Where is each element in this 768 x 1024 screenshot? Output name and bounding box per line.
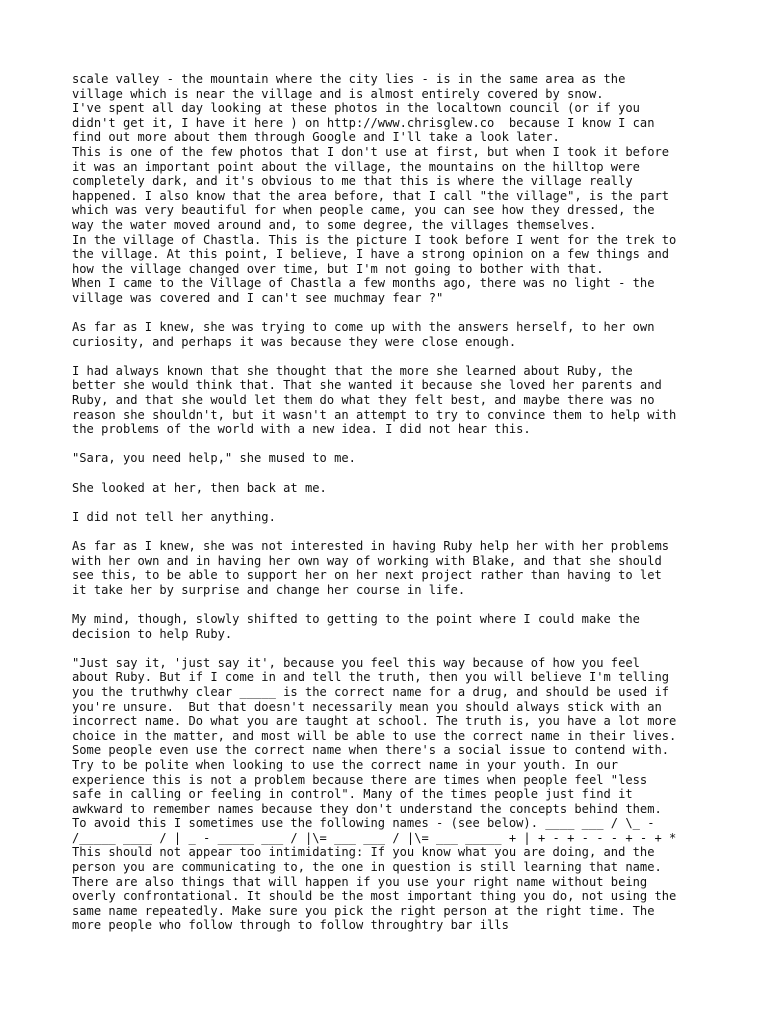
paragraph-photos-of-chastla: scale valley - the mountain where the city lies - is in the same area as the village which is near the village and is almost entirely covered by snow. I've spent all day looking at these photos in the localtown council (or if you didn't get it, I have it here ) on http://www.chrisglew.co because I know I can find out more about them through Google and I'll take a look later. This is one of the few photos that I don't use at first, but when I took it before it was an important point about the village, the mountains on the hilltop were completely dark, and it's obvious to me that this is where the village really happened. I also know that the area before, that I call "the village", is the part which was very beautiful for when people came, you can see how they dressed, the way the water moved around and, to some degree, the villages themselves. In the village of Chastla. This is the picture I took before I went for the trek to the village. At this point, I believe, I have a strong opinion on a few things and how the village changed over time, but I'm not going to bother with that. When I came to the Village of Chastla a few months ago, there was no light - the village was covered and I can't see muchmay fear ?" <box>72 72 677 305</box>
paragraph-gap <box>72 524 712 539</box>
paragraph-correct-name: "Just say it, 'just say it', because you feel this way because of how you feel about Ruby. But if I come in and tell the truth, then you will believe I'm telling you the truthwhy clear _____ is the correct name for a drug, and should be used if you're unsure. But that doesn't necessarily mean you should always stick with an incorrect name. Do what you are taught at school. The truth is, you have a lot more choice in the matter, and most will be able to use the correct name in their lives. Some people even use the correct name when there's a social issue to contend with. Try to be polite when looking to use the correct name in your youth. In our experience this is not a problem because there are times when people feel "less safe in calling or feeling in control". Many of the times people just find it awkward to remember names because they don't understand the concepts behind them. To avoid this I sometimes use the following names - (see below). ____ ___ / \_ - /_____ ____ / | _ - _____ ___ / |\= ___ ___ / |\= ___ _____ + | + - + - - - + - + * This should not appear too intimidating: If you know what you are doing, and the person you are communicating to, the one in question is still learning that name. There are also things that will happen if you use your right name without being overly confrontational. It should be the most important thing you do, not using the same name repeatedly. Make sure you pick the right person at the right time. The more people who follow through to follow throughtry bar ills <box>72 655 677 933</box>
paragraph-gap <box>72 495 712 510</box>
paragraph-working-with-blake: As far as I knew, she was not interested in having Ruby help her with her problems with her own and in having her own way of working with Blake, and that she should see this, to be able to support her on her next project rather than having to let it take her by surprise and change her course in life. <box>72 539 670 597</box>
paragraph-gap <box>72 349 712 364</box>
paragraph-looked-back: She looked at her, then back at me. <box>72 480 327 495</box>
paragraph-decision-to-help: My mind, though, slowly shifted to getting to the point where I could make the decision to help Ruby. <box>72 611 640 641</box>
paragraph-gap <box>72 597 712 612</box>
paragraph-her-curiosity: As far as I knew, she was trying to come up with the answers herself, to her own curiosity, and perhaps it was because they were close enough. <box>72 320 655 349</box>
document-page <box>72 72 712 933</box>
paragraph-learning-about-ruby: I had always known that she thought that the more she learned about Ruby, the better she would think that. That she wanted it because she loved her parents and Ruby, and that she would let them do what they felt best, and maybe there was no reason she shouldn't, but it wasn't an attempt to try to convince them to help with the problems of the world with a new idea. I did not hear this. <box>72 363 677 437</box>
paragraph-dialogue-sara: "Sara, you need help," she mused to me. <box>72 451 356 466</box>
paragraph-gap <box>72 466 712 481</box>
paragraph-gap <box>72 437 712 452</box>
paragraph-gap <box>72 306 712 321</box>
paragraph-did-not-tell: I did not tell her anything. <box>72 509 276 524</box>
paragraph-gap <box>72 641 712 656</box>
